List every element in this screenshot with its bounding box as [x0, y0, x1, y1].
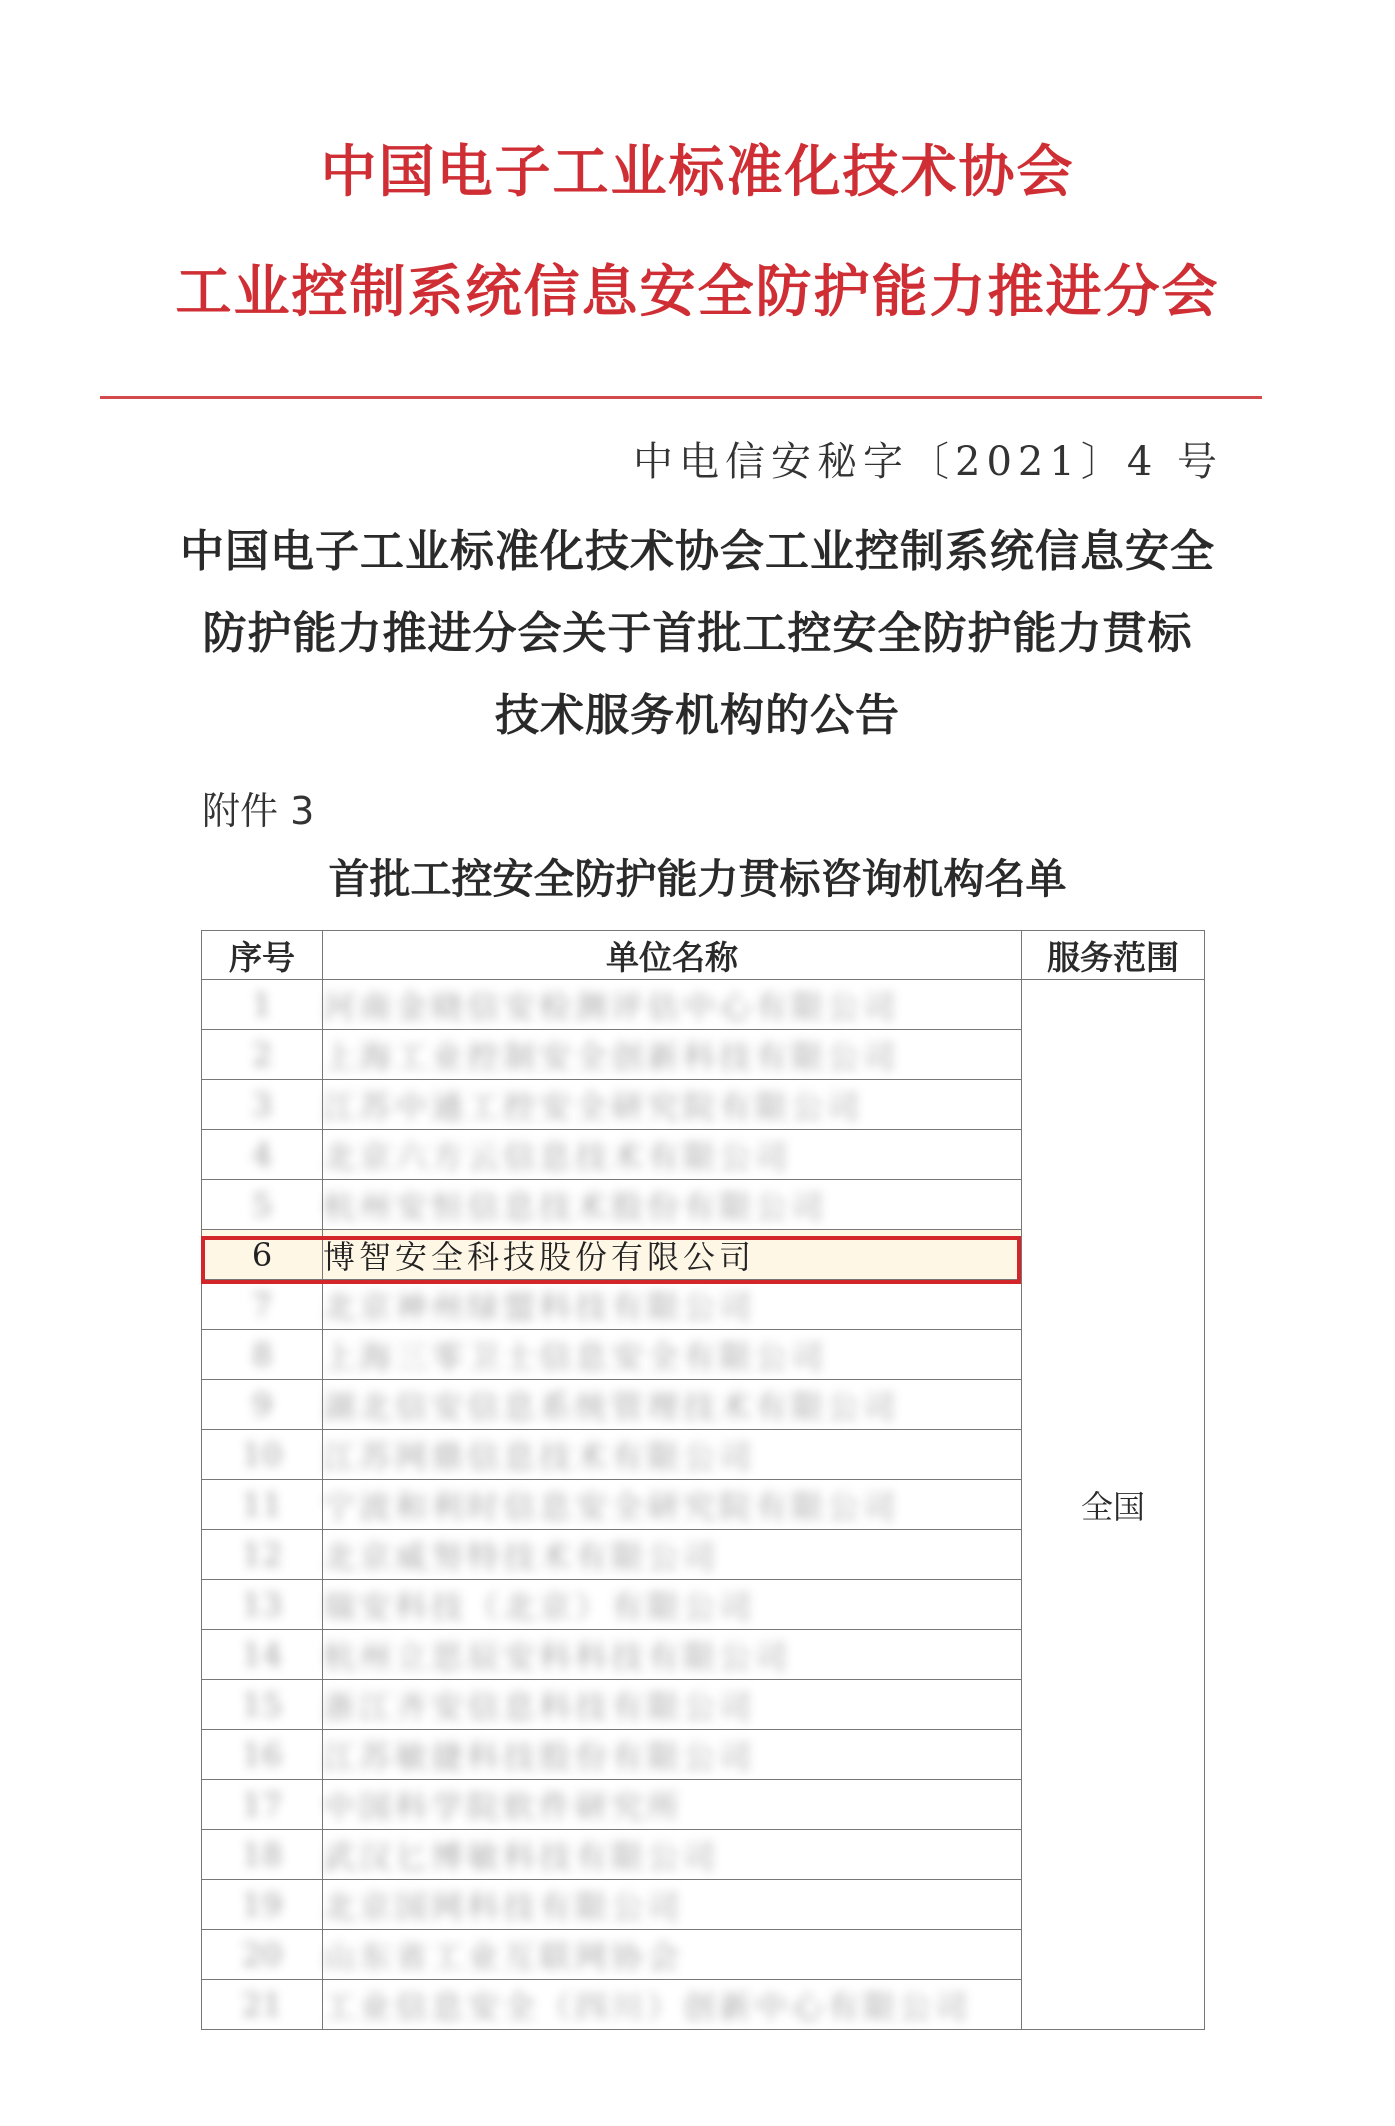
row-serial: 18	[202, 1830, 323, 1880]
row-org-name: 北京六方云信息技术有限公司	[323, 1130, 1022, 1180]
header-scope: 服务范围	[1022, 931, 1205, 980]
row-org-name: 武汉匕博敏科技有限公司	[323, 1830, 1022, 1880]
row-serial: 21	[202, 1980, 323, 2030]
row-serial: 13	[202, 1580, 323, 1630]
row-serial: 17	[202, 1780, 323, 1830]
row-org-name: 北京国网科技有限公司	[323, 1880, 1022, 1930]
row-serial: 11	[202, 1480, 323, 1530]
row-serial: 9	[202, 1380, 323, 1430]
row-serial: 8	[202, 1330, 323, 1380]
row-org-name: 山东省工业互联网协会	[323, 1930, 1022, 1980]
header-org-name: 单位名称	[323, 931, 1022, 980]
announcement-title-line1: 中国电子工业标准化技术协会工业控制系统信息安全	[180, 526, 1215, 577]
row-org-name: 上海三零卫士信息安全有限公司	[323, 1330, 1022, 1380]
announcement-title-line3: 技术服务机构的公告	[495, 690, 900, 741]
row-org-name: 瑞安科技（北京）有限公司	[323, 1580, 1022, 1630]
row-serial: 6	[202, 1230, 323, 1280]
row-org-name: 湖北信安信息系统管理技术有限公司	[323, 1380, 1022, 1430]
attachment-label: 附件 3	[202, 789, 315, 833]
issuer-header-line2: 工业控制系统信息安全防护能力推进分会	[175, 260, 1220, 325]
row-org-name: 江苏网鼎信息技术有限公司	[323, 1430, 1022, 1480]
row-org-name: 工业信息安全（四川）创新中心有限公司	[323, 1980, 1022, 2030]
red-divider	[100, 396, 1262, 399]
row-org-name: 江苏敏捷科技股份有限公司	[323, 1730, 1022, 1780]
row-serial: 19	[202, 1880, 323, 1930]
row-org-name: 上海工业控制安全创新科技有限公司	[323, 1030, 1022, 1080]
row-org-name: 北京神州绿盟科技有限公司	[323, 1280, 1022, 1330]
document-number: 中电信安秘字〔2021〕4 号	[633, 439, 1223, 485]
table-header-row	[202, 931, 1205, 980]
institution-table	[201, 930, 1205, 2030]
row-serial: 10	[202, 1430, 323, 1480]
row-org-name: 宁波和利时信息安全研究院有限公司	[323, 1480, 1022, 1530]
row-serial: 20	[202, 1930, 323, 1980]
row-serial: 5	[202, 1180, 323, 1230]
row-org-name: 浙江齐安信息科技有限公司	[323, 1680, 1022, 1730]
service-scope-cell: 全国	[1022, 980, 1205, 2030]
row-serial: 4	[202, 1130, 323, 1180]
announcement-title-line2: 防护能力推进分会关于首批工控安全防护能力贯标	[202, 608, 1193, 659]
row-serial: 2	[202, 1030, 323, 1080]
row-org-name: 河南金晓信安检测评估中心有限公司	[323, 980, 1022, 1030]
row-serial: 15	[202, 1680, 323, 1730]
row-org-name: 江苏中通工控安全研究院有限公司	[323, 1080, 1022, 1130]
row-serial: 16	[202, 1730, 323, 1780]
row-org-name: 博智安全科技股份有限公司	[323, 1230, 1022, 1280]
row-serial: 12	[202, 1530, 323, 1580]
row-org-name: 中国科学院软件研究所	[323, 1780, 1022, 1830]
issuer-header-line1: 中国电子工业标准化技术协会	[320, 140, 1075, 205]
row-serial: 14	[202, 1630, 323, 1680]
header-serial: 序号	[202, 931, 323, 980]
row-serial: 1	[202, 980, 323, 1030]
table-row	[202, 980, 1205, 1030]
row-org-name: 北京威努特技术有限公司	[323, 1530, 1022, 1580]
row-org-name: 杭州立思辰安科科技有限公司	[323, 1630, 1022, 1680]
row-serial: 3	[202, 1080, 323, 1130]
row-serial: 7	[202, 1280, 323, 1330]
row-org-name: 杭州安恒信息技术股份有限公司	[323, 1180, 1022, 1230]
list-title: 首批工控安全防护能力贯标咨询机构名单	[328, 855, 1067, 903]
